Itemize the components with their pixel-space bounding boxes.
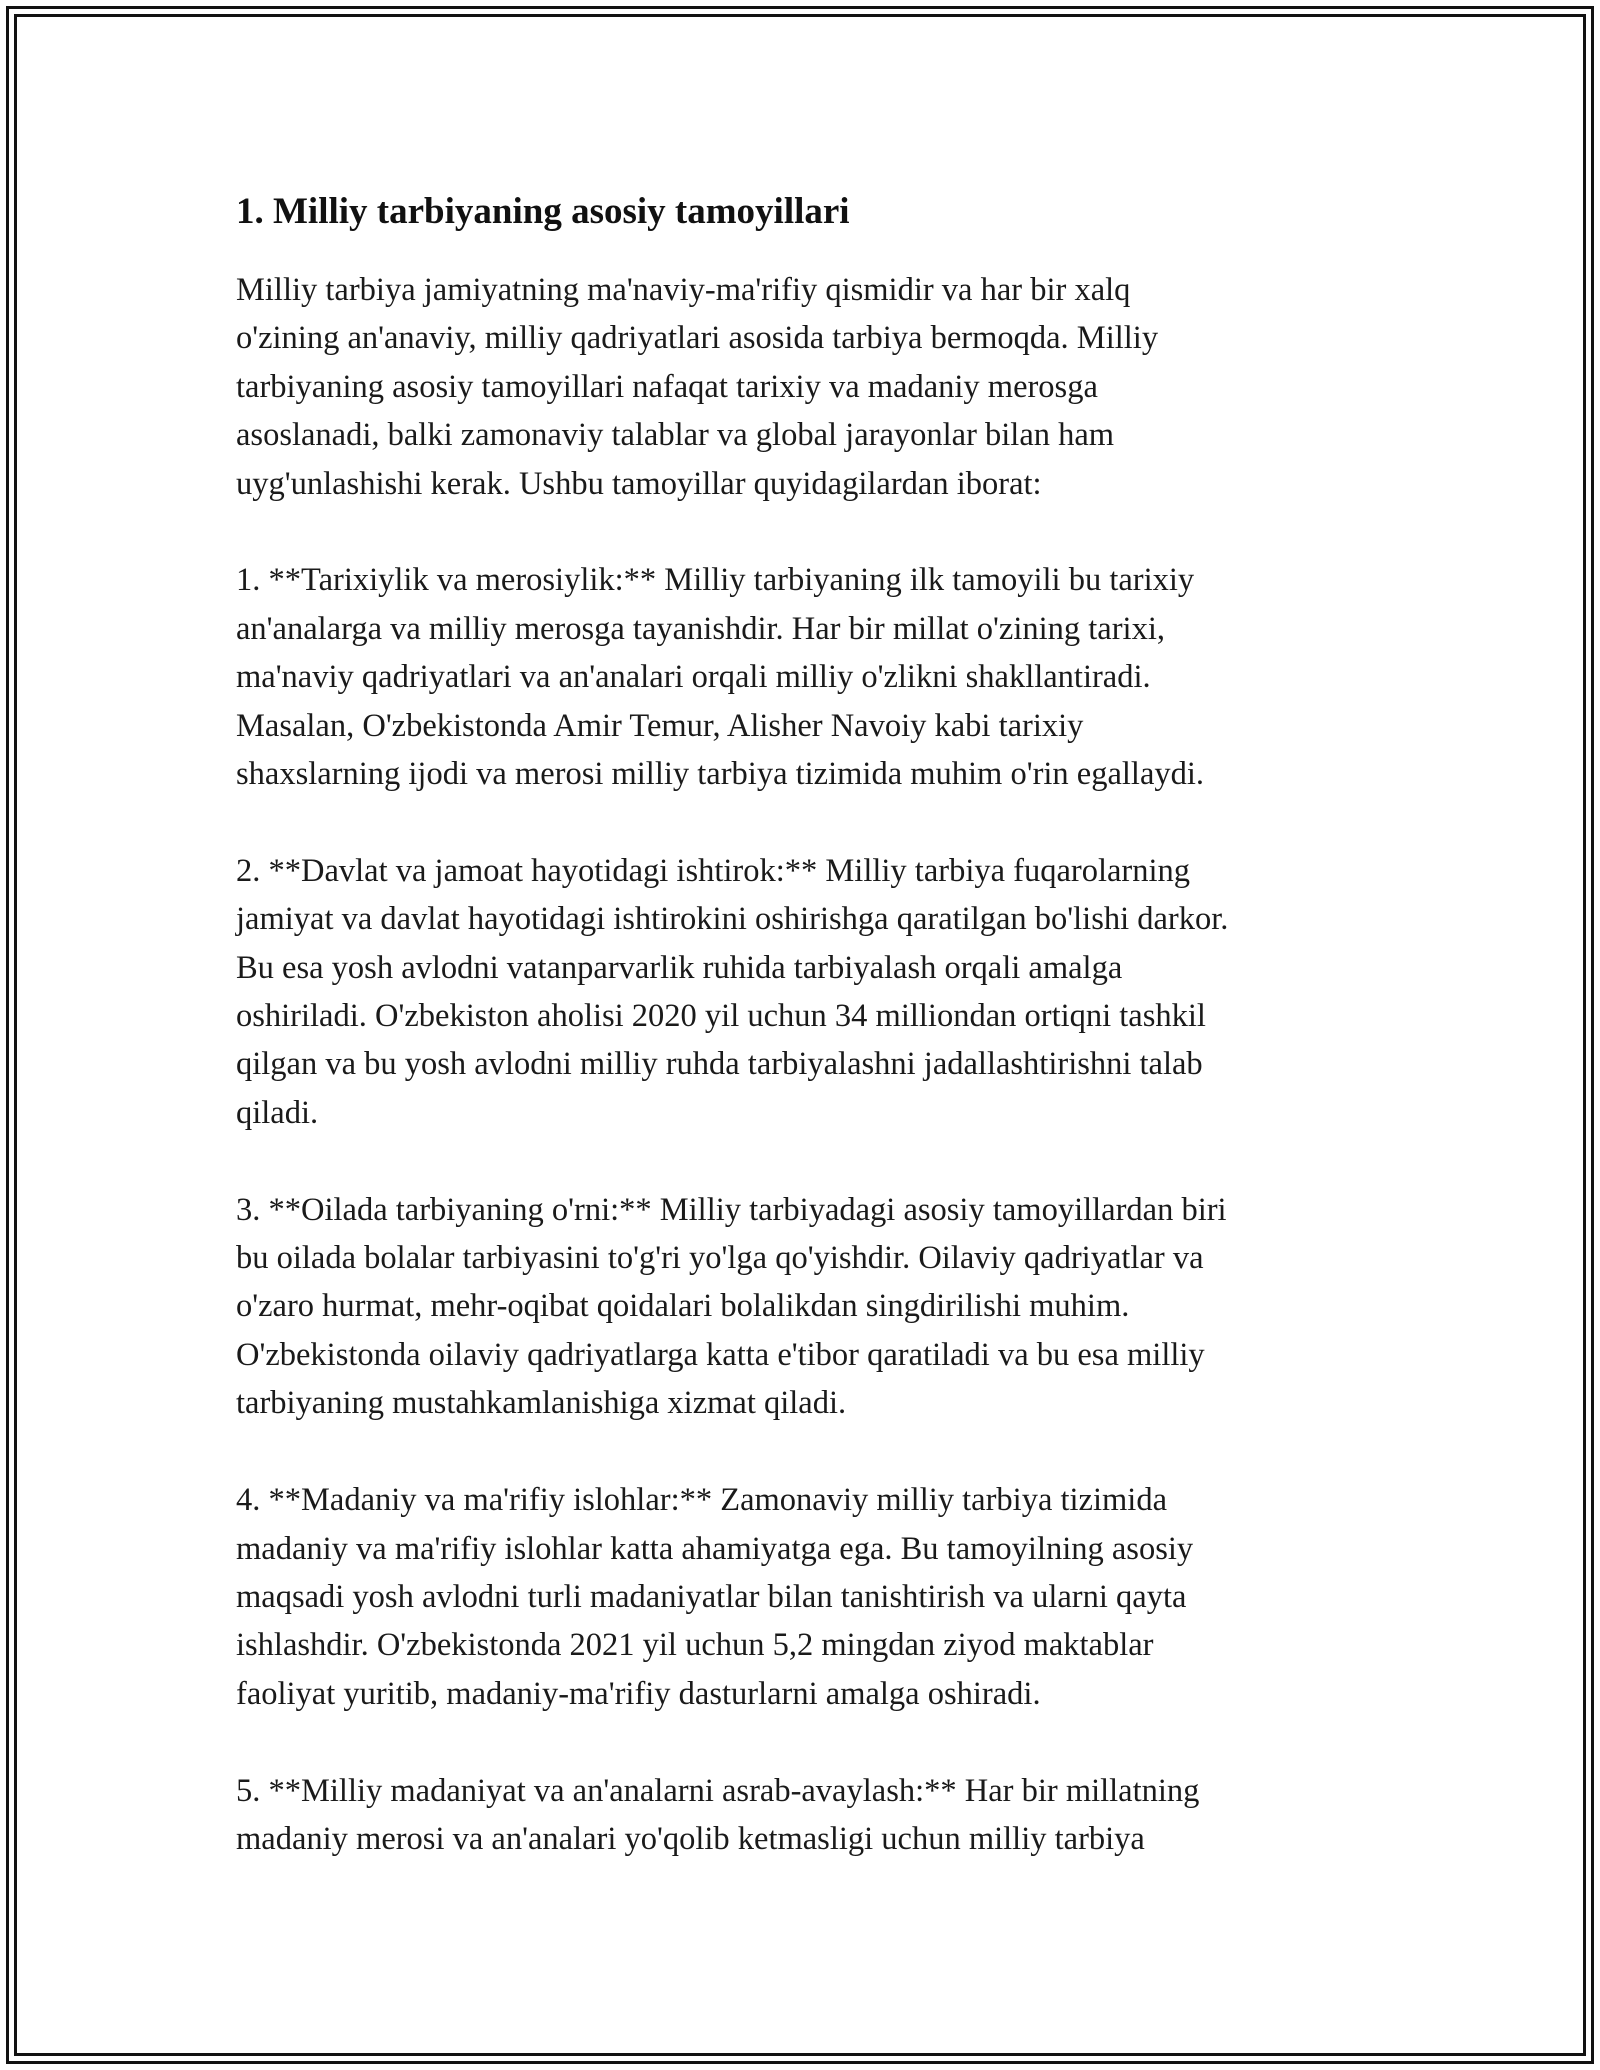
text-line: qilgan va bu yosh avlodni milliy ruhda tarbiyalashni jadallashtirishni talab xyxy=(236,1046,1203,1083)
text-line: bu oilada bolalar tarbiyasini to'g'ri yo'lga qo'yishdir. Oilaviy qadriyatlar va xyxy=(236,1240,1204,1277)
text-line: shaxslarning ijodi va merosi milliy tarbiya tizimida muhim o'rin egallaydi. xyxy=(236,756,1205,793)
text-line: 5. **Milliy madaniyat va an'analarni asrab-avaylash:** Har bir millatning xyxy=(236,1772,1200,1809)
intro-paragraph xyxy=(236,266,1366,508)
text-line: Masalan, O'zbekistonda Amir Temur, Alisher Navoiy kabi tarixiy xyxy=(236,707,1084,744)
principle-2-paragraph xyxy=(236,847,1366,1137)
text-line: oshiriladi. O'zbekiston aholisi 2020 yil uchun 34 milliondan ortiqni tashkil xyxy=(236,998,1206,1035)
text-line: ishlashdir. O'zbekistonda 2021 yil uchun 5,2 mingdan ziyod maktablar xyxy=(236,1627,1154,1664)
text-line: 3. **Oilada tarbiyaning o'rni:** Milliy tarbiyadagi asosiy tamoyillardan biri xyxy=(236,1191,1227,1228)
text-line: uyg'unlashishi kerak. Ushbu tamoyillar quyidagilardan iborat: xyxy=(236,465,1042,502)
principle-3-paragraph xyxy=(236,1186,1366,1428)
text-line: O'zbekistonda oilaviy qadriyatlarga katta e'tibor qaratiladi va bu esa milliy xyxy=(236,1336,1205,1373)
text-line: tarbiyaning mustahkamlanishiga xizmat qiladi. xyxy=(236,1385,847,1422)
text-line: 2. **Davlat va jamoat hayotidagi ishtirok:** Milliy tarbiya fuqarolarning xyxy=(236,852,1191,889)
principle-4-paragraph xyxy=(236,1476,1366,1718)
section-heading: 1. Milliy tarbiyaning asosiy tamoyillari xyxy=(236,191,850,232)
text-line: madaniy va ma'rifiy islohlar katta ahamiyatga ega. Bu tamoyilning asosiy xyxy=(236,1530,1194,1567)
text-line: jamiyat va davlat hayotidagi ishtirokini oshirishga qaratilgan bo'lishi darkor. xyxy=(236,901,1229,938)
text-line: an'analarga va milliy merosga tayanishdir. Har bir millat o'zining tarixi, xyxy=(236,610,1165,647)
document-body xyxy=(236,188,1366,1912)
principle-1-paragraph xyxy=(236,556,1366,798)
text-line: asoslanadi, balki zamonaviy talablar va global jarayonlar bilan ham xyxy=(236,417,1115,454)
text-line: Milliy tarbiya jamiyatning ma'naviy-ma'rifiy qismidir va har bir xalq xyxy=(236,272,1131,308)
text-line: maqsadi yosh avlodni turli madaniyatlar bilan tanishtirish va ularni qayta xyxy=(236,1578,1187,1615)
text-line: madaniy merosi va an'analari yo'qolib ketmasligi uchun milliy tarbiya xyxy=(236,1820,1145,1857)
text-line: faoliyat yuritib, madaniy-ma'rifiy dasturlarni amalga oshiradi. xyxy=(236,1675,1041,1712)
text-line: qiladi. xyxy=(236,1094,319,1131)
text-line: 4. **Madaniy va ma'rifiy islohlar:** Zamonaviy milliy tarbiya tizimida xyxy=(236,1482,1167,1519)
text-line: o'zining an'anaviy, milliy qadriyatlari asosida tarbiya bermoqda. Milliy xyxy=(236,320,1159,357)
text-line: tarbiyaning asosiy tamoyillari nafaqat tarixiy va madaniy merosga xyxy=(236,368,1098,405)
text-line: o'zaro hurmat, mehr-oqibat qoidalari bolalikdan singdirilishi muhim. xyxy=(236,1288,1130,1325)
text-line: Bu esa yosh avlodni vatanparvarlik ruhida tarbiyalash orqali amalga xyxy=(236,949,1123,986)
text-line: ma'naviy qadriyatlari va an'analari orqali milliy o'zlikni shakllantiradi. xyxy=(236,659,1151,696)
principle-5-paragraph xyxy=(236,1767,1366,1864)
text-line: 1. **Tarixiylik va merosiylik:** Milliy tarbiyaning ilk tamoyili bu tarixiy xyxy=(236,562,1195,599)
